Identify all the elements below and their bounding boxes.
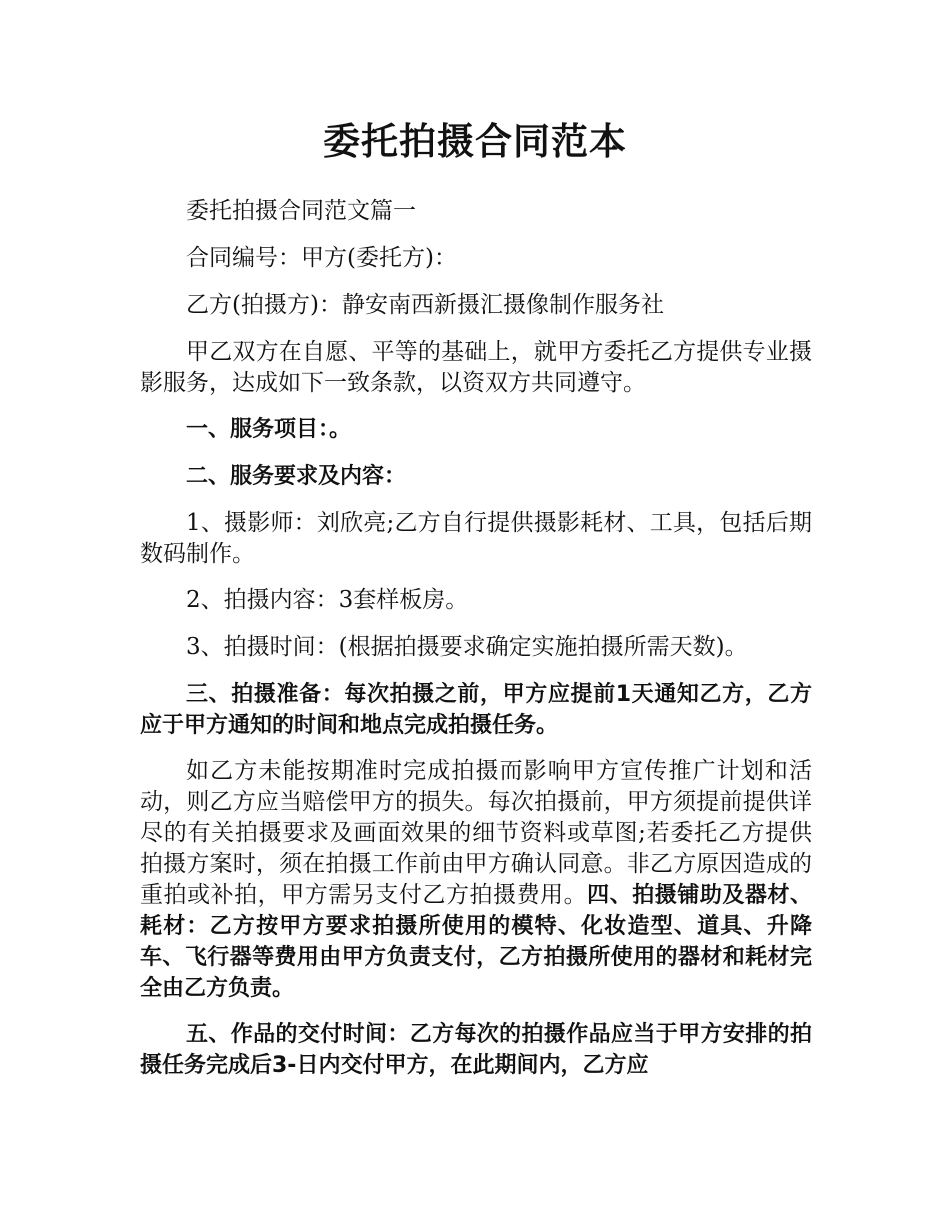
paragraph-shooting-time: 3、拍摄时间：(根据拍摄要求确定实施拍摄所需天数)。 bbox=[186, 634, 748, 660]
paragraph-obligations bbox=[140, 756, 812, 1004]
document-body bbox=[140, 196, 812, 1096]
section-delivery-time: 五、作品的交付时间：乙方每次的拍摄作品应当于甲方安排的拍摄任务完成后3-日内交付甲方，在此期间内，乙方应 bbox=[140, 1022, 812, 1078]
section-equipment: 四、拍摄铺助及器材、耗材：乙方按甲方要求拍摄所使用的模特、化妆造型、道具、升降车、飞行器等费用由甲方负责支付，乙方拍摄所使用的器材和耗材完全由乙方负责。 bbox=[140, 883, 812, 1001]
paragraph-obligations-text: 如乙方未能按期准时完成拍摄而影响甲方宣传推广计划和活动，则乙方应当赔偿甲方的损失。每次拍摄前，甲方须提前提供详尽的有关拍摄要求及画面效果的细节资料或草图;若委托乙方提供拍摄方案时，须在拍摄工作前由甲方确认同意。非乙方原因造成的重拍或补拍，甲方需另支付乙方拍摄费用。 bbox=[140, 758, 812, 908]
paragraph-photographer: 1、摄影师：刘欣亮;乙方自行提供摄影耗材、工具，包括后期数码制作。 bbox=[140, 510, 812, 567]
section-heading-service-requirements: 二、服务要求及内容： bbox=[186, 464, 407, 489]
section-heading-service-items: 一、服务项目：。 bbox=[186, 417, 352, 442]
paragraph-party-b: 乙方(拍摄方)：静安南西新摄汇摄像制作服务社 bbox=[186, 292, 664, 318]
document-title: 委托拍摄合同范本 bbox=[323, 120, 627, 163]
paragraph-subtitle: 委托拍摄合同范文篇一 bbox=[186, 198, 416, 224]
paragraph-contract-number: 合同编号：甲方(委托方)： bbox=[186, 245, 457, 271]
section-preparation: 三、拍摄准备：每次拍摄之前，甲方应提前1天通知乙方，乙方应于甲方通知的时间和地点完成拍摄任务。 bbox=[140, 682, 812, 738]
paragraph-shooting-content: 2、拍摄内容：3套样板房。 bbox=[186, 587, 469, 613]
paragraph-agreement-intro: 甲乙双方在自愿、平等的基础上，就甲方委托乙方提供专业摄影服务，达成如下一致条款，以资双方共同遵守。 bbox=[140, 339, 812, 396]
